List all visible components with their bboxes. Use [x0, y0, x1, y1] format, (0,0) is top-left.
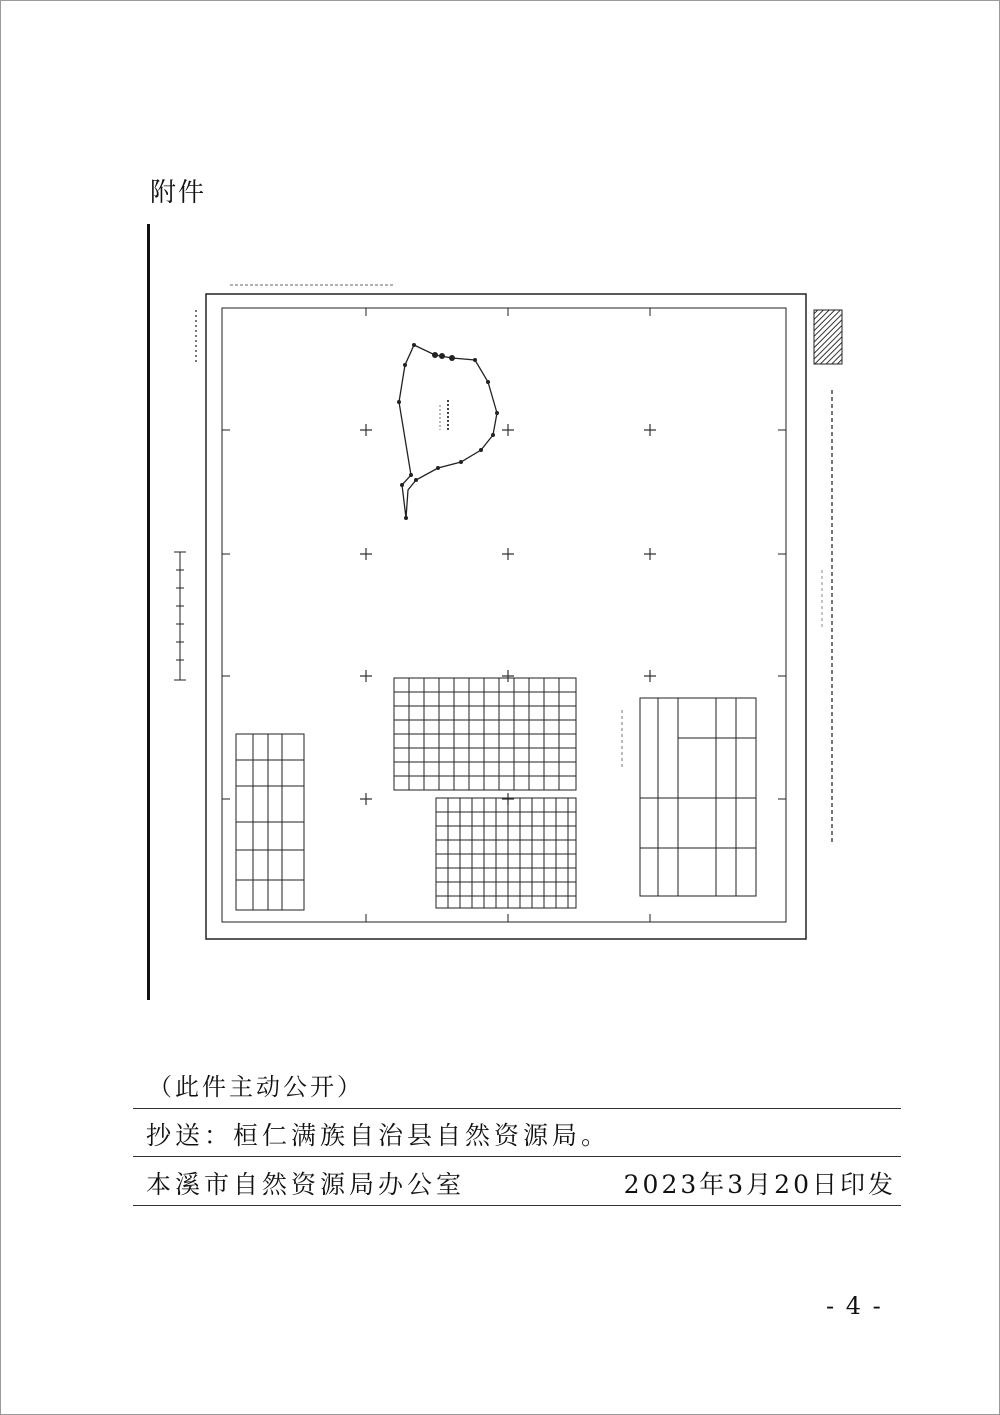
public-notice: （此件主动公开）: [148, 1073, 364, 1101]
issue-date: 2023年3月20日印发: [623, 1170, 896, 1199]
scale-bar: [174, 552, 186, 680]
cc-line: 抄送：桓仁满族自治县自然资源局。: [146, 1121, 611, 1150]
rule-bottom: [133, 1205, 901, 1206]
rule-top: [133, 1108, 901, 1109]
attachment-label: 附件: [150, 178, 207, 208]
title-block-table: [640, 698, 756, 896]
coordinate-table-1: [394, 678, 576, 790]
frame-ticks: [222, 308, 786, 922]
legend-hatch-block: [814, 310, 842, 364]
map-inner-frame: [222, 308, 786, 922]
boundary-polygon: [397, 343, 499, 520]
rule-middle: [133, 1156, 901, 1157]
boundary-map-figure: [150, 270, 850, 950]
issuer: 本溪市自然资源局办公室: [146, 1170, 466, 1199]
small-left-table: [236, 734, 304, 910]
page-number: - 4 -: [826, 1292, 883, 1320]
coordinate-table-2: [436, 798, 576, 908]
